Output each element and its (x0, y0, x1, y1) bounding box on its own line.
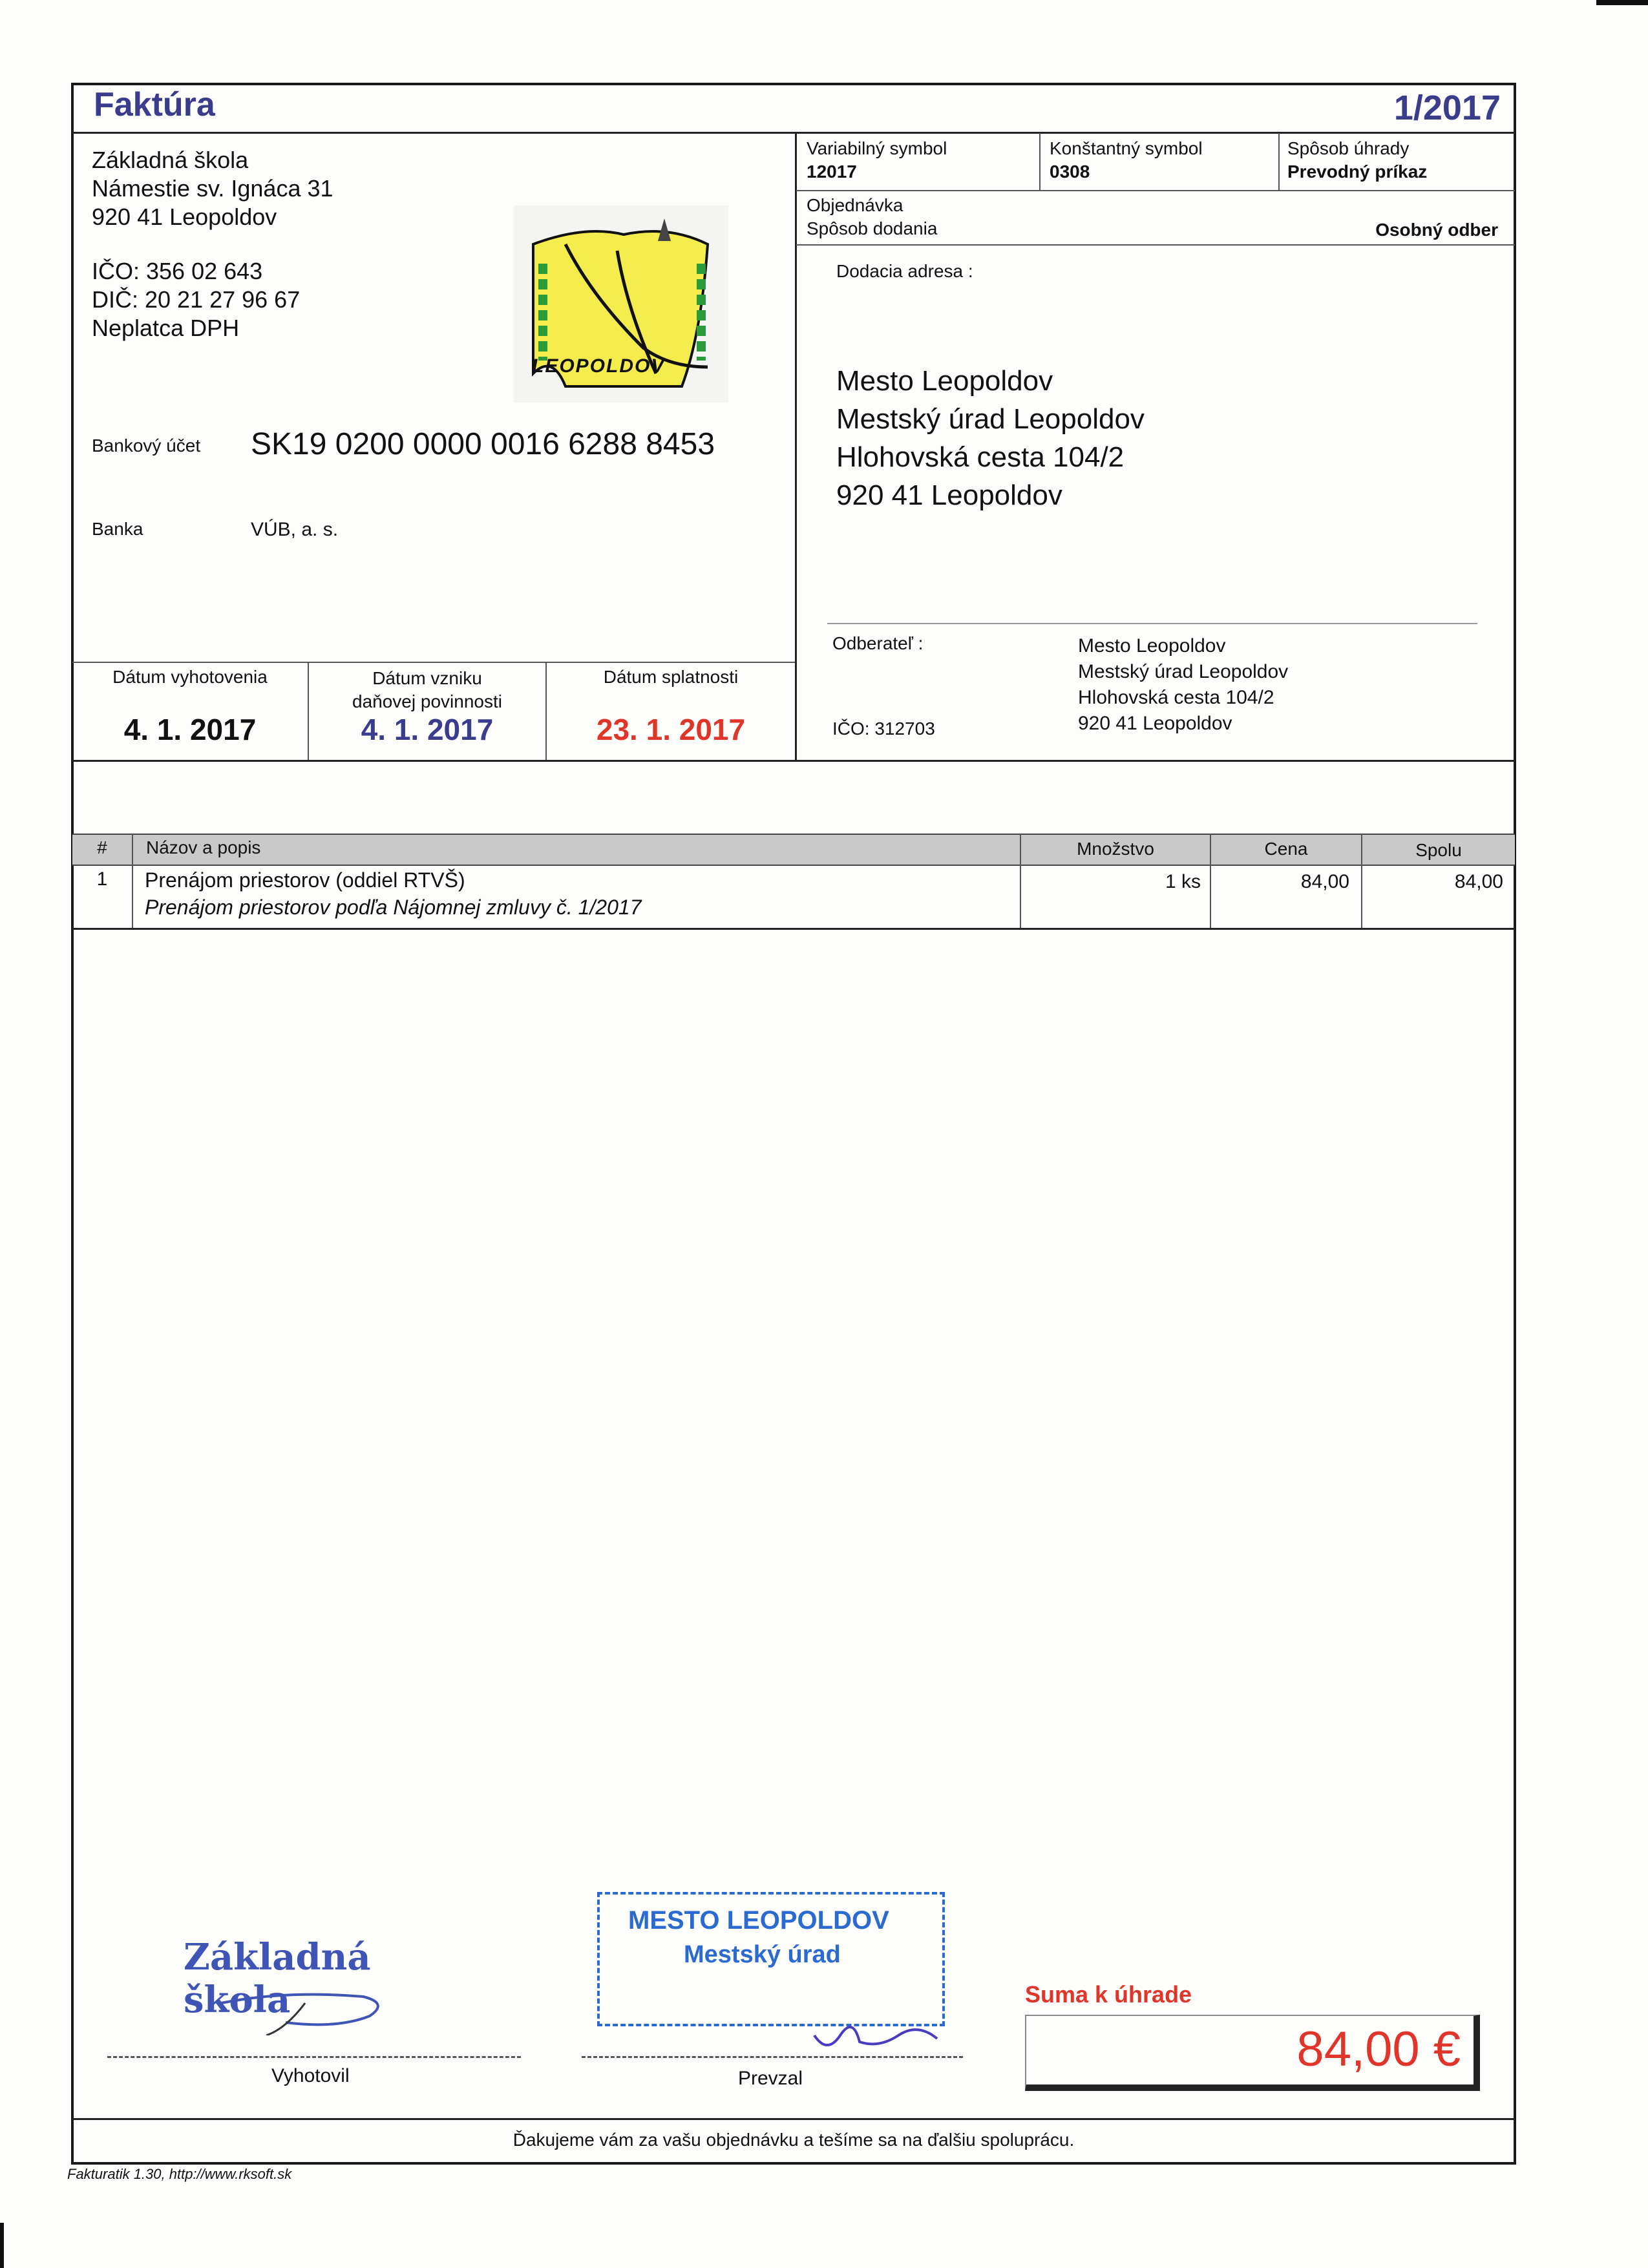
school-stamp-text: Základná škola (184, 1936, 371, 2021)
issue-date-label: Dátum vyhotovenia (112, 667, 268, 687)
city-stamp (597, 1892, 945, 2026)
software-credit: Fakturatik 1.30, http://www.rksoft.sk (67, 2166, 292, 2182)
customer-label: Odberateľ : (832, 633, 924, 653)
row-qty: 1 ks (1165, 871, 1201, 892)
issue-date: 4. 1. 2017 (123, 713, 257, 746)
constant-symbol-label: Konštantný symbol (1050, 138, 1203, 158)
supplier-name: Základná škola (92, 147, 249, 173)
issued-by-label: Vyhotovil (271, 2065, 350, 2086)
bank-name: VÚB, a. s. (251, 519, 339, 540)
invoice-title: Faktúra (94, 86, 215, 123)
city-stamp-text: MESTO LEOPOLDOV (628, 1906, 889, 1935)
scan-edge-mark (0, 2223, 4, 2268)
divider (72, 662, 795, 663)
row-total: 84,00 (1454, 871, 1503, 892)
supplier-ico: IČO: 356 02 643 (92, 258, 263, 284)
customer-line: Hlohovská cesta 104/2 (1078, 687, 1274, 708)
divider (72, 760, 1515, 762)
invoice-frame (71, 83, 1516, 2165)
delivery-address-line: Mestský úrad Leopoldov (836, 403, 1145, 435)
bank-account: SK19 0200 0000 0016 6288 8453 (251, 427, 715, 461)
issuer-signature (208, 1977, 441, 2035)
col-header-price: Cena (1264, 839, 1308, 859)
delivery-method-label: Spôsob dodania (807, 218, 938, 238)
school-logo (514, 205, 728, 403)
customer-line: Mesto Leopoldov (1078, 635, 1226, 656)
received-by-label: Prevzal (738, 2068, 803, 2089)
row-price: 84,00 (1300, 871, 1349, 892)
city-stamp-text: Mestský úrad (684, 1941, 841, 1968)
tax-date-label (309, 667, 545, 713)
divider (796, 190, 1515, 191)
divider (72, 928, 1515, 930)
delivery-address-label: Dodacia adresa : (836, 261, 973, 281)
row-name: Prenájom priestorov (oddiel RTVŠ) (145, 868, 465, 892)
delivery-address-line: 920 41 Leopoldov (836, 479, 1062, 511)
due-date: 23. 1. 2017 (596, 713, 746, 746)
row-num: 1 (96, 868, 108, 890)
scan-edge-mark (1596, 0, 1648, 5)
supplier-street: Námestie sv. Ignáca 31 (92, 175, 333, 202)
delivery-method: Osobný odber (1375, 220, 1498, 240)
bank-label: Banka (92, 519, 143, 539)
invoice-number: 1/2017 (1393, 89, 1501, 127)
divider (72, 2118, 1515, 2120)
issuer-sign-line (107, 2056, 521, 2058)
table-row (72, 866, 1515, 927)
sum-label: Suma k úhrade (1025, 1981, 1192, 2008)
school-stamp (169, 1932, 467, 2035)
supplier-city: 920 41 Leopoldov (92, 204, 277, 230)
tax-date-label-line: Dátum vzniku (372, 668, 482, 688)
col-header-qty: Množstvo (1077, 839, 1154, 859)
variable-symbol-label: Variabilný symbol (807, 138, 947, 158)
delivery-address-line: Hlohovská cesta 104/2 (836, 441, 1125, 473)
col-header-num: # (97, 837, 107, 857)
sum-amount: 84,00 € (1296, 2022, 1461, 2077)
customer-address (1078, 633, 1288, 737)
divider (72, 132, 1515, 134)
supplier-vat-status: Neplatca DPH (92, 315, 240, 341)
tax-date-label-line: daňovej povinnosti (352, 691, 502, 711)
divider (795, 132, 797, 760)
delivery-address (836, 362, 1145, 514)
col-header-total: Spolu (1415, 840, 1462, 860)
divider (796, 244, 1515, 246)
customer-ico: IČO: 312703 (832, 719, 935, 739)
logo-text: LEOPOLDOV (532, 355, 666, 377)
supplier-ids (92, 257, 300, 342)
variable-symbol: 12017 (807, 162, 857, 182)
customer-line: Mestský úrad Leopoldov (1078, 661, 1289, 682)
customer-line: 920 41 Leopoldov (1078, 713, 1232, 734)
receiver-signature (808, 2010, 950, 2061)
thank-you-note: Ďakujeme vám za vašu objednávku a tešíme sa na ďalšiu spoluprácu. (512, 2130, 1075, 2150)
divider (827, 623, 1477, 624)
delivery-address-line: Mesto Leopoldov (836, 365, 1053, 397)
tax-date: 4. 1. 2017 (361, 713, 494, 746)
bank-account-label: Bankový účet (92, 436, 201, 456)
divider (1278, 133, 1280, 190)
payment-method-label: Spôsob úhrady (1287, 138, 1410, 158)
payment-method: Prevodný príkaz (1287, 162, 1428, 182)
order-label: Objednávka (807, 195, 903, 215)
supplier-address (92, 146, 333, 231)
divider (1039, 133, 1041, 190)
supplier-dic: DIČ: 20 21 27 96 67 (92, 286, 301, 313)
row-description: Prenájom priestorov podľa Nájomnej zmluvy č. 1/2017 (145, 896, 642, 919)
due-date-label: Dátum splatnosti (603, 667, 739, 687)
col-header-name: Názov a popis (146, 837, 261, 857)
constant-symbol: 0308 (1050, 162, 1090, 182)
